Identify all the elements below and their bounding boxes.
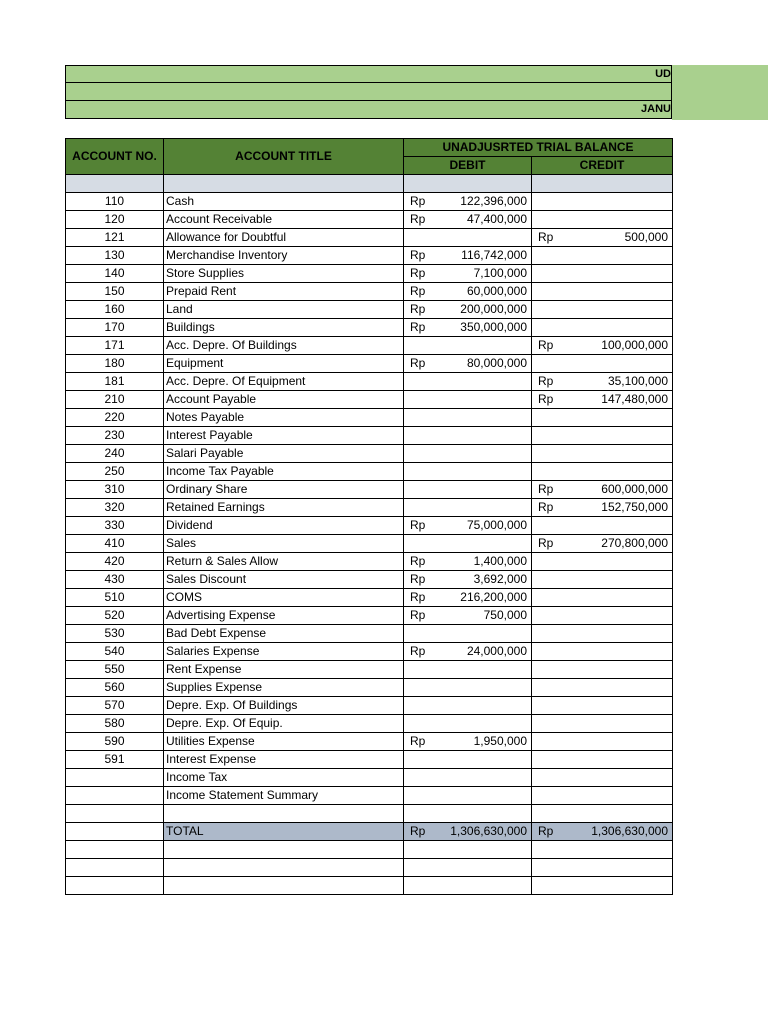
account-no: 580 — [66, 715, 164, 733]
debit-cell — [404, 373, 532, 391]
account-title: Store Supplies — [164, 265, 404, 283]
table-row — [66, 481, 673, 499]
debit-cell — [404, 337, 532, 355]
account-no: 240 — [66, 445, 164, 463]
debit-cell — [404, 301, 532, 319]
debit-cell — [404, 247, 532, 265]
currency-label: Rp — [410, 284, 426, 298]
total-label: TOTAL — [164, 823, 404, 841]
account-no — [66, 769, 164, 787]
credit-cell — [532, 679, 673, 697]
debit-cell-value: 116,742,000 — [461, 248, 527, 262]
account-title: Buildings — [164, 319, 404, 337]
currency-label: Rp — [410, 554, 426, 568]
debit-cell — [404, 715, 532, 733]
header-account-no: ACCOUNT NO. — [66, 139, 164, 175]
account-title: Interest Payable — [164, 427, 404, 445]
account-no: 520 — [66, 607, 164, 625]
account-title: Cash — [164, 193, 404, 211]
table-row — [66, 589, 673, 607]
account-no: 171 — [66, 337, 164, 355]
account-title: Dividend — [164, 517, 404, 535]
account-title: Notes Payable — [164, 409, 404, 427]
table-row — [66, 787, 673, 805]
table-row — [66, 373, 673, 391]
credit-cell — [532, 535, 673, 553]
debit-cell-value: 216,200,000 — [460, 590, 527, 604]
account-title — [164, 805, 404, 823]
debit-cell — [404, 733, 532, 751]
total-debit-value: 1,306,630,000 — [450, 824, 527, 838]
account-no: 160 — [66, 301, 164, 319]
credit-cell — [532, 193, 673, 211]
table-row — [66, 625, 673, 643]
total-row — [66, 823, 673, 841]
account-no: 550 — [66, 661, 164, 679]
account-no — [66, 787, 164, 805]
account-no: 170 — [66, 319, 164, 337]
account-no: 121 — [66, 229, 164, 247]
currency-label: Rp — [410, 644, 426, 658]
debit-cell — [404, 463, 532, 481]
account-no — [66, 805, 164, 823]
account-no: 181 — [66, 373, 164, 391]
account-no: 570 — [66, 697, 164, 715]
blank-row — [66, 859, 673, 877]
blank-row — [66, 841, 673, 859]
credit-cell — [532, 715, 673, 733]
account-title: Salaries Expense — [164, 643, 404, 661]
currency-label: Rp — [410, 824, 426, 838]
account-no: 330 — [66, 517, 164, 535]
title-band-overflow — [672, 65, 768, 120]
table-body — [66, 175, 673, 895]
debit-cell-value: 1,950,000 — [473, 734, 527, 748]
debit-cell — [404, 535, 532, 553]
account-title: Land — [164, 301, 404, 319]
debit-cell — [404, 571, 532, 589]
debit-cell — [404, 589, 532, 607]
debit-cell-value: 24,000,000 — [466, 644, 527, 658]
debit-cell — [404, 697, 532, 715]
credit-cell — [532, 301, 673, 319]
account-no: 420 — [66, 553, 164, 571]
account-no: 110 — [66, 193, 164, 211]
account-no: 310 — [66, 481, 164, 499]
account-no: 430 — [66, 571, 164, 589]
account-title: Supplies Expense — [164, 679, 404, 697]
trial-balance-table — [65, 138, 673, 895]
debit-cell — [404, 499, 532, 517]
account-title: Utilities Expense — [164, 733, 404, 751]
account-title: Rent Expense — [164, 661, 404, 679]
title-line-2 — [65, 83, 672, 101]
table-row — [66, 409, 673, 427]
debit-cell — [404, 553, 532, 571]
debit-cell — [404, 517, 532, 535]
currency-label: Rp — [410, 266, 426, 280]
currency-label: Rp — [410, 608, 426, 622]
debit-cell-value: 7,100,000 — [473, 266, 527, 280]
account-title: Merchandise Inventory — [164, 247, 404, 265]
debit-cell-value: 80,000,000 — [466, 356, 527, 370]
credit-cell — [532, 337, 673, 355]
account-no: 140 — [66, 265, 164, 283]
debit-cell — [404, 661, 532, 679]
currency-label: Rp — [410, 320, 426, 334]
debit-cell — [404, 643, 532, 661]
debit-cell — [404, 769, 532, 787]
currency-label: Rp — [410, 572, 426, 586]
credit-cell-value: 100,000,000 — [601, 338, 668, 352]
debit-cell-value: 1,400,000 — [473, 554, 527, 568]
account-title: Prepaid Rent — [164, 283, 404, 301]
debit-cell — [404, 787, 532, 805]
total-credit-value: 1,306,630,000 — [591, 824, 668, 838]
credit-cell — [532, 247, 673, 265]
currency-label: Rp — [410, 302, 426, 316]
debit-cell-value: 350,000,000 — [460, 320, 527, 334]
account-title: Equipment — [164, 355, 404, 373]
credit-cell — [532, 499, 673, 517]
credit-cell — [532, 445, 673, 463]
table-row — [66, 661, 673, 679]
credit-cell — [532, 769, 673, 787]
table-row — [66, 697, 673, 715]
account-no: 540 — [66, 643, 164, 661]
account-title: Bad Debt Expense — [164, 625, 404, 643]
debit-cell — [404, 229, 532, 247]
debit-cell-value: 60,000,000 — [466, 284, 527, 298]
table-row — [66, 805, 673, 823]
currency-label: Rp — [410, 356, 426, 370]
total-credit — [532, 823, 673, 841]
account-no: 320 — [66, 499, 164, 517]
credit-cell — [532, 751, 673, 769]
currency-label: Rp — [410, 212, 426, 226]
debit-cell — [404, 481, 532, 499]
credit-cell — [532, 625, 673, 643]
currency-label: Rp — [410, 518, 426, 532]
debit-cell — [404, 319, 532, 337]
debit-cell — [404, 391, 532, 409]
debit-cell — [404, 427, 532, 445]
credit-cell-value: 35,100,000 — [607, 374, 668, 388]
table-row — [66, 571, 673, 589]
table-row — [66, 301, 673, 319]
credit-cell — [532, 697, 673, 715]
table-row — [66, 427, 673, 445]
debit-cell — [404, 679, 532, 697]
credit-cell — [532, 571, 673, 589]
table-row — [66, 679, 673, 697]
credit-cell-value: 600,000,000 — [601, 482, 668, 496]
table-row — [66, 715, 673, 733]
debit-cell — [404, 409, 532, 427]
currency-label: Rp — [538, 482, 554, 496]
credit-cell — [532, 427, 673, 445]
debit-cell — [404, 193, 532, 211]
credit-cell — [532, 211, 673, 229]
table-row — [66, 229, 673, 247]
credit-cell — [532, 283, 673, 301]
table-row — [66, 247, 673, 265]
currency-label: Rp — [410, 734, 426, 748]
account-title: Depre. Exp. Of Equip. — [164, 715, 404, 733]
table-row — [66, 283, 673, 301]
credit-cell — [532, 787, 673, 805]
account-no: 210 — [66, 391, 164, 409]
debit-cell-value: 47,400,000 — [466, 212, 527, 226]
header-debit: DEBIT — [404, 157, 532, 175]
credit-cell — [532, 391, 673, 409]
credit-cell — [532, 409, 673, 427]
credit-cell — [532, 805, 673, 823]
credit-cell-value: 147,480,000 — [601, 392, 668, 406]
credit-cell-value: 270,800,000 — [601, 536, 668, 550]
account-title: Ordinary Share — [164, 481, 404, 499]
debit-cell — [404, 805, 532, 823]
account-no: 120 — [66, 211, 164, 229]
debit-cell-value: 750,000 — [483, 608, 527, 622]
account-no: 410 — [66, 535, 164, 553]
account-no: 250 — [66, 463, 164, 481]
table-row — [66, 535, 673, 553]
debit-cell-value: 3,692,000 — [473, 572, 527, 586]
account-title: Account Payable — [164, 391, 404, 409]
currency-label: Rp — [538, 230, 554, 244]
account-title: Sales Discount — [164, 571, 404, 589]
account-title: Income Tax Payable — [164, 463, 404, 481]
table-row — [66, 445, 673, 463]
debit-cell-value: 75,000,000 — [466, 518, 527, 532]
table-row — [66, 517, 673, 535]
table-row — [66, 337, 673, 355]
credit-cell — [532, 661, 673, 679]
account-no: 130 — [66, 247, 164, 265]
account-no: 590 — [66, 733, 164, 751]
debit-cell — [404, 751, 532, 769]
table-row — [66, 463, 673, 481]
title-line-3: JANU — [65, 101, 672, 119]
credit-cell-value: 152,750,000 — [601, 500, 668, 514]
account-title: Advertising Expense — [164, 607, 404, 625]
header-account-title: ACCOUNT TITLE — [164, 139, 404, 175]
debit-cell — [404, 211, 532, 229]
table-row — [66, 769, 673, 787]
account-title: Income Statement Summary — [164, 787, 404, 805]
debit-cell — [404, 625, 532, 643]
currency-label: Rp — [410, 590, 426, 604]
credit-cell — [532, 553, 673, 571]
table-row — [66, 751, 673, 769]
account-no: 560 — [66, 679, 164, 697]
debit-cell — [404, 283, 532, 301]
title-line-1: UD — [65, 65, 672, 83]
table-row — [66, 553, 673, 571]
account-title: Salari Payable — [164, 445, 404, 463]
account-title: Acc. Depre. Of Equipment — [164, 373, 404, 391]
table-row — [66, 265, 673, 283]
credit-cell — [532, 481, 673, 499]
account-title: Depre. Exp. Of Buildings — [164, 697, 404, 715]
table-row — [66, 499, 673, 517]
account-title: Income Tax — [164, 769, 404, 787]
credit-cell — [532, 355, 673, 373]
table-row — [66, 193, 673, 211]
account-title: Sales — [164, 535, 404, 553]
credit-cell — [532, 733, 673, 751]
account-no: 220 — [66, 409, 164, 427]
account-title: Allowance for Doubtful — [164, 229, 404, 247]
table-row — [66, 607, 673, 625]
table-row — [66, 733, 673, 751]
total-debit — [404, 823, 532, 841]
currency-label: Rp — [538, 536, 554, 550]
credit-cell — [532, 229, 673, 247]
account-no: 510 — [66, 589, 164, 607]
currency-label: Rp — [538, 374, 554, 388]
currency-label: Rp — [538, 824, 554, 838]
debit-cell-value: 122,396,000 — [460, 194, 527, 208]
table-row — [66, 391, 673, 409]
account-title: Interest Expense — [164, 751, 404, 769]
credit-cell — [532, 643, 673, 661]
credit-cell — [532, 463, 673, 481]
debit-cell — [404, 445, 532, 463]
account-no: 591 — [66, 751, 164, 769]
report-title-block — [65, 65, 672, 119]
currency-label: Rp — [410, 248, 426, 262]
debit-cell — [404, 607, 532, 625]
account-title: COMS — [164, 589, 404, 607]
account-title: Retained Earnings — [164, 499, 404, 517]
account-title: Account Receivable — [164, 211, 404, 229]
table-row — [66, 643, 673, 661]
table-row — [66, 211, 673, 229]
header-credit: CREDIT — [532, 157, 673, 175]
account-no: 530 — [66, 625, 164, 643]
table-row — [66, 319, 673, 337]
credit-cell-value: 500,000 — [624, 230, 668, 244]
currency-label: Rp — [538, 338, 554, 352]
blank-row — [66, 877, 673, 895]
account-title: Return & Sales Allow — [164, 553, 404, 571]
credit-cell — [532, 607, 673, 625]
credit-cell — [532, 373, 673, 391]
currency-label: Rp — [410, 194, 426, 208]
account-no: 230 — [66, 427, 164, 445]
account-no: 180 — [66, 355, 164, 373]
header-trial-balance: UNADJUSRTED TRIAL BALANCE — [404, 139, 673, 157]
credit-cell — [532, 589, 673, 607]
credit-cell — [532, 265, 673, 283]
spacer-row — [66, 175, 673, 193]
debit-cell — [404, 355, 532, 373]
credit-cell — [532, 517, 673, 535]
credit-cell — [532, 319, 673, 337]
debit-cell-value: 200,000,000 — [460, 302, 527, 316]
account-no: 150 — [66, 283, 164, 301]
currency-label: Rp — [538, 392, 554, 406]
table-row — [66, 355, 673, 373]
debit-cell — [404, 265, 532, 283]
account-title: Acc. Depre. Of Buildings — [164, 337, 404, 355]
currency-label: Rp — [538, 500, 554, 514]
total-no — [66, 823, 164, 841]
